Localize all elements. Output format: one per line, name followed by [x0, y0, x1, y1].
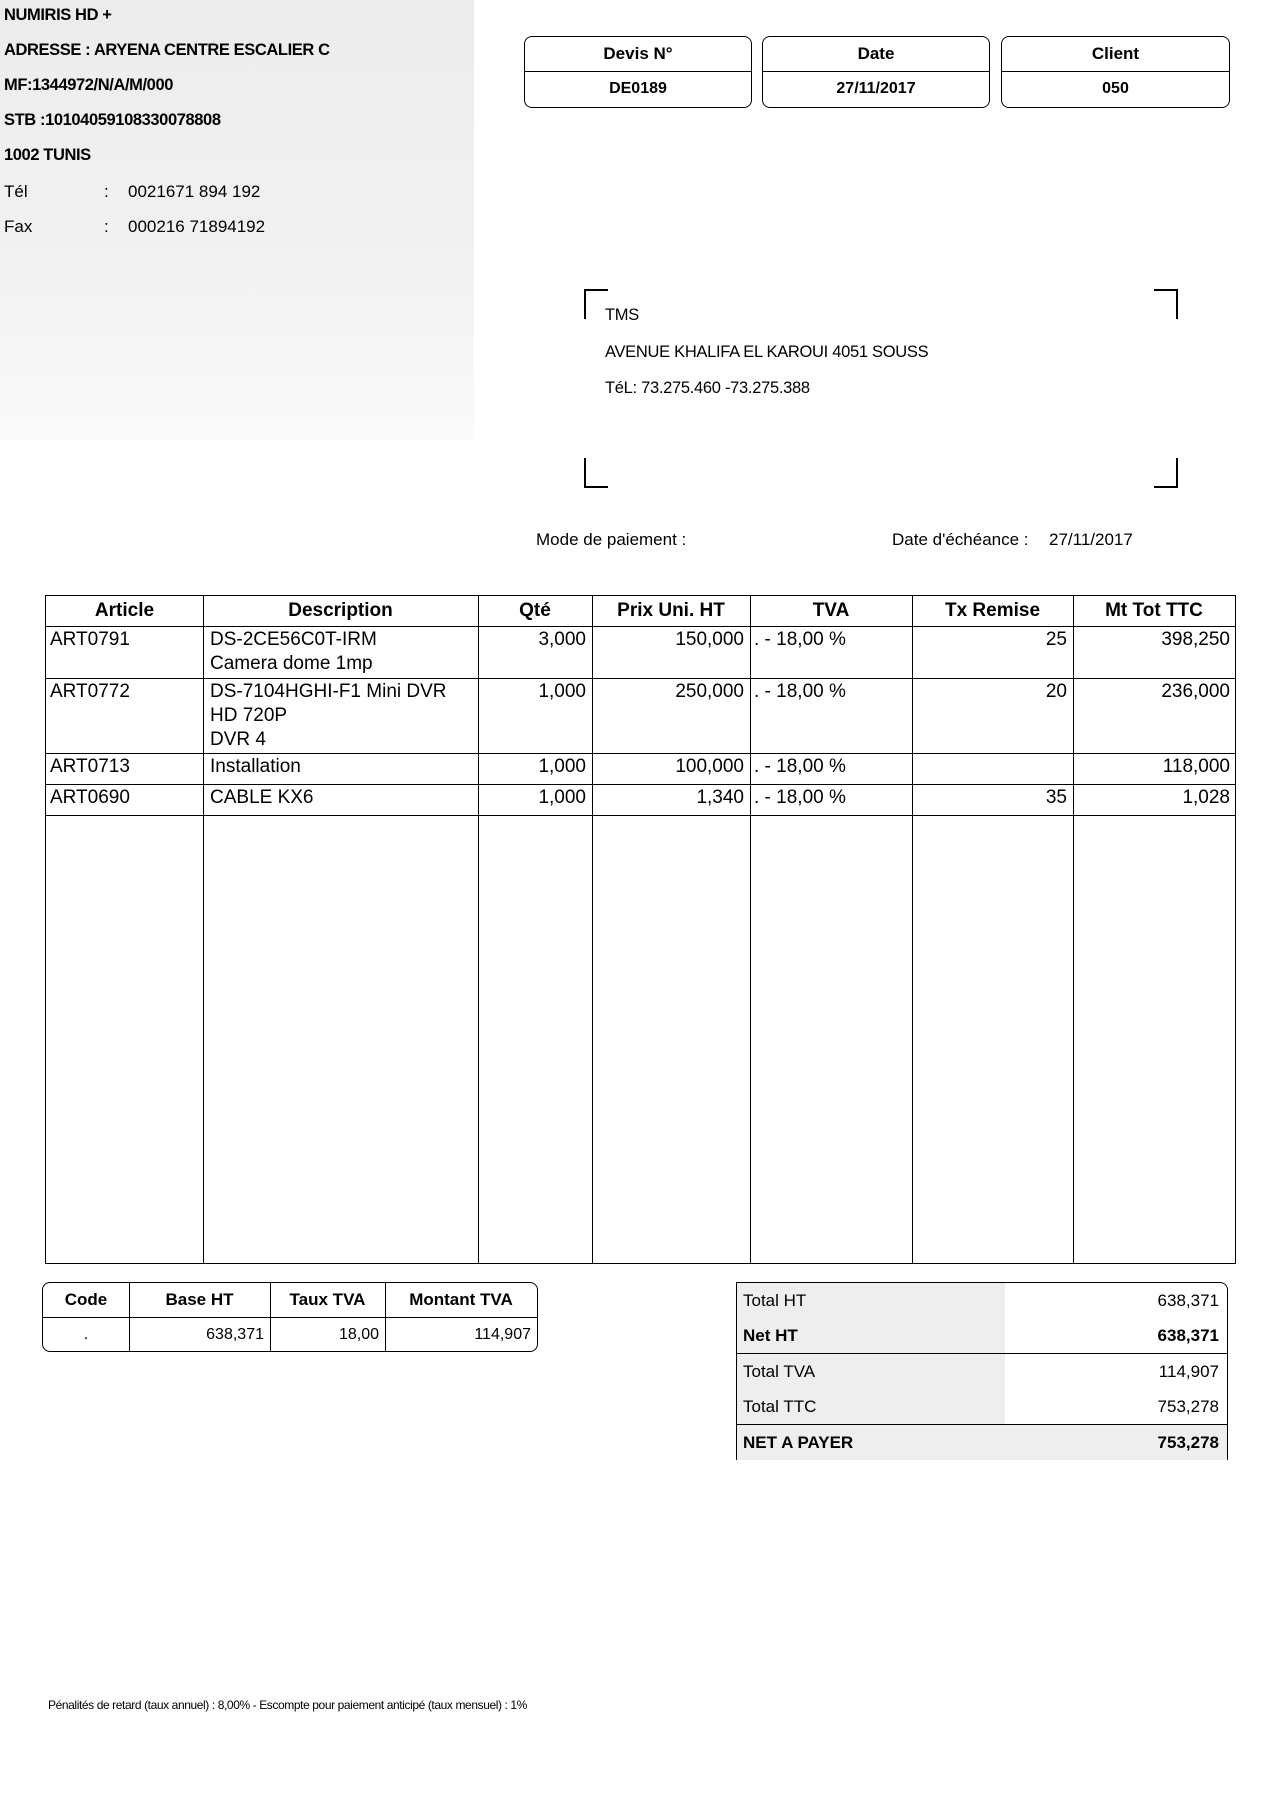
tax-rate: 18,00: [338, 1326, 379, 1343]
company-city: 1002 TUNIS: [4, 146, 91, 164]
net-a-payer-row: [737, 1424, 1227, 1460]
cell-total: 398,250: [1161, 629, 1230, 650]
net-ht-label: Net HT: [743, 1326, 798, 1345]
totals-box: [736, 1282, 1228, 1460]
cell-remise: 20: [1045, 681, 1067, 702]
client-name: TMS: [605, 306, 639, 324]
total-ht-value: 638,371: [1157, 1291, 1219, 1310]
th-description: Description: [288, 600, 393, 621]
net-a-payer-value: 753,278: [1157, 1433, 1219, 1452]
tax-th-rate: Taux TVA: [289, 1290, 366, 1309]
tax-th-amount: Montant TVA: [409, 1290, 513, 1309]
total-ht-label: Total HT: [743, 1291, 807, 1310]
cell-total: 118,000: [1162, 756, 1230, 777]
cell-desc: DVR 4: [210, 729, 266, 750]
due-date-value: 27/11/2017: [1049, 530, 1133, 549]
cell-desc: Installation: [210, 756, 301, 777]
tel-label: Tél: [4, 182, 28, 201]
cell-qty: 1,000: [538, 787, 586, 808]
penalty-note: Pénalités de retard (taux annuel) : 8,00% - Escompte pour paiement anticipé (taux mensuel) : 1%: [48, 1698, 527, 1712]
cell-tva: . - 18,00 %: [754, 681, 846, 702]
cell-total: 1,028: [1182, 787, 1230, 808]
cell-desc: Camera dome 1mp: [210, 653, 373, 674]
cell-desc: HD 720P: [210, 705, 288, 726]
due-date-label: Date d'échéance :: [892, 530, 1029, 549]
tax-amount: 114,907: [474, 1326, 531, 1343]
total-tva-row: [737, 1354, 1227, 1389]
net-ht-row: [737, 1318, 1227, 1354]
corner-bottom-left: [584, 458, 608, 488]
total-ttc-row: [737, 1389, 1227, 1424]
cell-article: ART0713: [50, 756, 130, 777]
cell-qty: 1,000: [538, 681, 586, 702]
cell-article: ART0791: [50, 629, 130, 650]
company-address: ADRESSE : ARYENA CENTRE ESCALIER C: [4, 41, 330, 59]
total-tva-value: 114,907: [1158, 1362, 1219, 1381]
fax-label: Fax: [4, 217, 33, 236]
th-tva: TVA: [812, 600, 850, 621]
cell-tva: . - 18,00 %: [754, 787, 846, 808]
client-phone: TéL: 73.275.460 -73.275.388: [605, 379, 810, 397]
corner-top-right: [1154, 289, 1178, 319]
net-a-payer-label: NET A PAYER: [743, 1433, 854, 1452]
total-ttc-label: Total TTC: [743, 1397, 817, 1416]
total-ht-row: [737, 1283, 1227, 1318]
corner-bottom-right: [1154, 458, 1178, 488]
th-price: Prix Uni. HT: [617, 600, 725, 621]
company-mf: MF:1344972/N/A/M/000: [4, 76, 173, 94]
company-name: NUMIRIS HD +: [4, 6, 112, 24]
tax-th-code: Code: [64, 1290, 108, 1309]
items-table: [45, 595, 1236, 1264]
client-value: 050: [1102, 80, 1129, 97]
date-box: [762, 36, 990, 108]
cell-price: 100,000: [675, 756, 744, 777]
devis-value: DE0189: [609, 80, 667, 97]
devis-box: [524, 36, 752, 108]
cell-desc: DS-7104HGHI-F1 Mini DVR: [210, 681, 447, 702]
date-label: Date: [763, 37, 989, 72]
th-remise: Tx Remise: [944, 600, 1041, 621]
total-tva-label: Total TVA: [743, 1362, 816, 1381]
cell-qty: 1,000: [538, 756, 586, 777]
cell-tva: . - 18,00 %: [754, 629, 846, 650]
cell-remise: 25: [1045, 629, 1067, 650]
th-qty: Qté: [519, 600, 551, 621]
cell-tva: . - 18,00 %: [754, 756, 846, 777]
company-stb: STB :10104059108330078808: [4, 111, 221, 129]
cell-remise: 35: [1045, 787, 1067, 808]
fax-separator: :: [104, 217, 109, 236]
net-ht-value: 638,371: [1157, 1326, 1219, 1345]
cell-desc: CABLE KX6: [210, 787, 314, 808]
total-ttc-value: 753,278: [1157, 1397, 1219, 1416]
client-street: AVENUE KHALIFA EL KAROUI 4051 SOUSS: [605, 343, 929, 361]
cell-price: 150,000: [675, 629, 744, 650]
cell-price: 250,000: [675, 681, 744, 702]
cell-total: 236,000: [1161, 681, 1230, 702]
client-label: Client: [1002, 37, 1229, 72]
tel-value: 0021671 894 192: [128, 182, 261, 201]
company-block: [0, 0, 474, 440]
cell-article: ART0772: [50, 681, 130, 702]
date-value: 27/11/2017: [836, 80, 916, 97]
th-total: Mt Tot TTC: [1105, 600, 1203, 621]
cell-article: ART0690: [50, 787, 130, 808]
cell-desc: DS-2CE56C0T-IRM: [210, 629, 377, 650]
cell-qty: 3,000: [538, 629, 586, 650]
devis-label: Devis N°: [525, 37, 751, 72]
payment-mode-label: Mode de paiement :: [536, 530, 687, 549]
tax-base: 638,371: [206, 1326, 264, 1343]
fax-value: 000216 71894192: [128, 217, 266, 236]
th-article: Article: [94, 600, 155, 621]
tel-separator: :: [104, 182, 109, 201]
tax-code: .: [83, 1326, 89, 1343]
tax-th-base: Base HT: [165, 1290, 234, 1309]
client-box: [1001, 36, 1230, 108]
cell-price: 1,340: [696, 787, 744, 808]
tax-summary-table: [42, 1282, 538, 1352]
